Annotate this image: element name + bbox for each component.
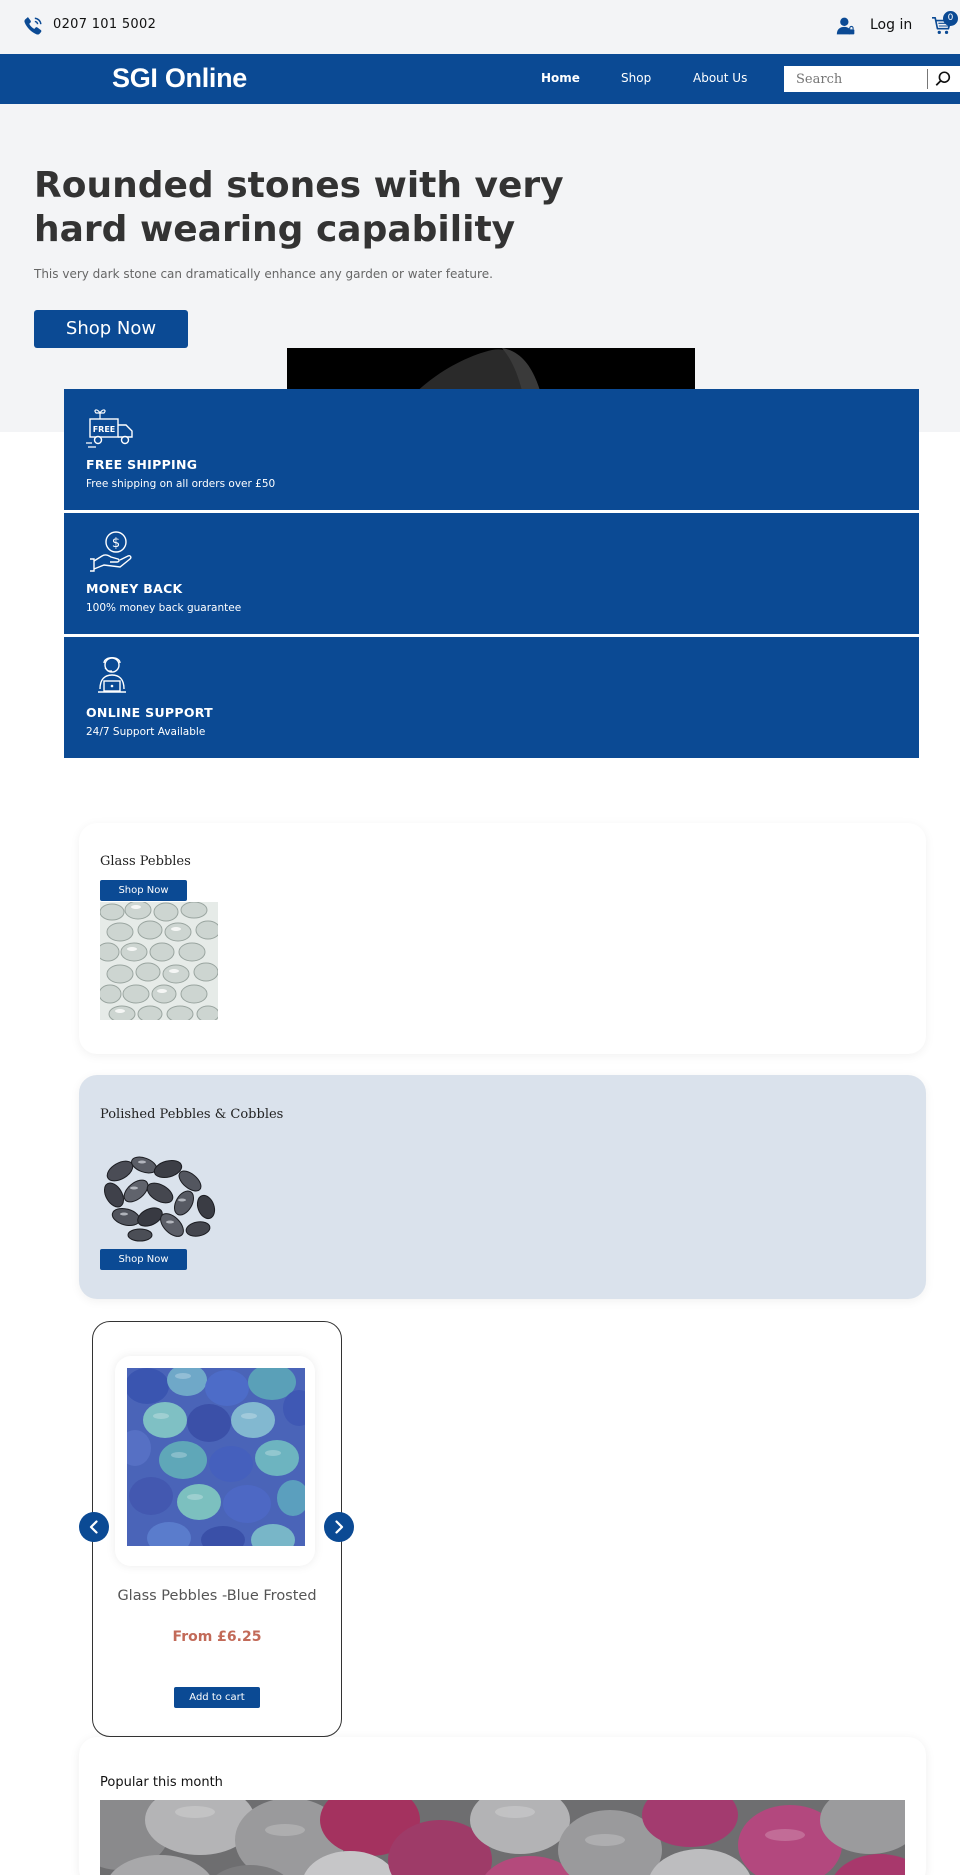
nav-shop[interactable]: Shop [621, 71, 652, 85]
polished-pebbles-image[interactable] [100, 1151, 220, 1243]
product-price: From £6.25 [172, 1629, 262, 1645]
feature-money-back [64, 513, 919, 634]
brand-logo[interactable]: SGI Online [112, 63, 248, 93]
category-shop-now-button[interactable]: Shop Now [100, 880, 187, 901]
hero-shop-now-button[interactable]: Shop Now [34, 310, 188, 348]
product-card [92, 1321, 342, 1737]
login-link[interactable]: Log in [870, 17, 913, 33]
category-card-polished-pebbles [79, 1075, 926, 1299]
feature-title: ONLINE SUPPORT [86, 705, 213, 720]
popular-title: Popular this month [100, 1775, 223, 1790]
nav-about-us[interactable]: About Us [693, 71, 748, 85]
chevron-right-icon [332, 1520, 346, 1534]
search-icon[interactable] [934, 70, 952, 88]
phone-number[interactable]: 0207 101 5002 [53, 17, 157, 32]
money-back-hand-icon [86, 529, 138, 573]
add-to-cart-button[interactable]: Add to cart [174, 1687, 260, 1708]
svg-text:FREE: FREE [92, 425, 116, 434]
hero-subtitle: This very dark stone can dramatically enhance any garden or water feature. [34, 267, 493, 281]
feature-text: 24/7 Support Available [86, 726, 206, 738]
free-shipping-truck-icon [86, 405, 138, 449]
product-image-blue-frosted-pebbles[interactable] [127, 1368, 305, 1546]
nav-home[interactable]: Home [541, 71, 580, 85]
feature-free-shipping [64, 389, 919, 510]
search-divider [927, 69, 928, 89]
product-image-frame [115, 1356, 315, 1566]
glass-pebbles-image[interactable] [100, 902, 218, 1020]
svg-text:$: $ [111, 536, 121, 551]
product-name[interactable]: Glass Pebbles -Blue Frosted [117, 1588, 317, 1604]
feature-online-support [64, 637, 919, 758]
phone-icon [22, 15, 44, 37]
category-title: Glass Pebbles [100, 854, 191, 869]
search-box [784, 66, 960, 92]
popular-section [79, 1737, 926, 1875]
popular-pebbles-image[interactable] [100, 1800, 905, 1875]
carousel-next-button[interactable] [324, 1512, 354, 1542]
feature-title: FREE SHIPPING [86, 457, 198, 472]
user-icon[interactable] [836, 16, 856, 36]
category-card-glass-pebbles [79, 823, 926, 1054]
chevron-left-icon [87, 1520, 101, 1534]
search-input[interactable] [784, 66, 927, 92]
top-bar [0, 0, 960, 54]
feature-text: Free shipping on all orders over £50 [86, 478, 276, 490]
main-navbar [0, 54, 960, 104]
hero-title: Rounded stones with very hard wearing capability [34, 165, 564, 250]
feature-title: MONEY BACK [86, 581, 183, 596]
carousel-prev-button[interactable] [79, 1512, 109, 1542]
category-shop-now-button[interactable]: Shop Now [100, 1249, 187, 1270]
category-title: Polished Pebbles & Cobbles [100, 1107, 284, 1122]
feature-text: 100% money back guarantee [86, 602, 242, 614]
online-support-agent-icon [86, 653, 138, 697]
cart-count-badge: 0 [943, 11, 958, 26]
